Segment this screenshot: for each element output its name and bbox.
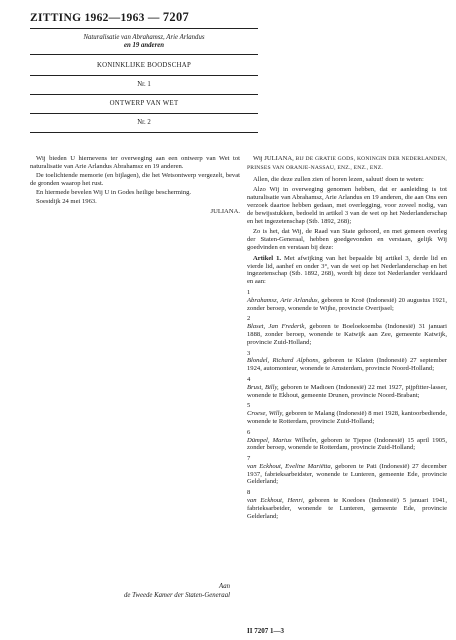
addressee-line-1: Aan (219, 583, 230, 590)
divider (30, 132, 258, 133)
document-title (30, 10, 189, 25)
intro-name: Wij JULIANA, (253, 155, 294, 162)
person-number: 4 (247, 375, 251, 383)
message-paragraph: De toelichtende memorie (en bijlagen), die het Wetsontwerp vergezelt, bevat de gronden waarop het rust. (30, 172, 240, 187)
section-number-2: Nr. 2 (137, 119, 151, 126)
person-number: 3 (247, 349, 251, 357)
person-text (247, 297, 447, 313)
royal-message-column (30, 155, 240, 218)
divider (30, 113, 258, 114)
person-list (247, 289, 447, 521)
person-name: Blaset, Jan Frederik, (247, 323, 306, 331)
person-text (247, 410, 447, 426)
person-name: Blondel, Richard Alphons, (247, 357, 320, 365)
section-ontwerp-van-wet: ONTWERP VAN WET (109, 100, 179, 107)
person-details: geboren te Boeloekoemba (Indonesië) 31 januari 1888, zonder beroep, wonende te Katwijk aan Zee, gemeente Katwijk, provincie Zuid-Holland; (247, 323, 447, 346)
person-number: 1 (247, 288, 251, 296)
section-number-1: Nr. 1 (137, 81, 151, 88)
session-label: ZITTING 1962—1963 (30, 12, 145, 24)
person-name: van Eckhout, Eveline Mariëtta, (247, 462, 333, 470)
person-name: Dümpel, Marius Wilhelm, (247, 436, 318, 444)
person-details: geboren te Pati (Indonesië) 27 december 1937, fabrieksarbeidster, wonende te Lunteren, gemeente Ede, provincie Gelderland; (247, 462, 447, 486)
person-details: geboren te Tjepoe (Indonesië) 15 april 1905, zonder beroep, wonende te Rotterdam, provincie Zuid-Holland; (247, 436, 447, 452)
person-number: 2 (247, 315, 251, 323)
person-number: 7 (247, 455, 251, 463)
document-subtitle (30, 34, 258, 50)
document-number: 7207 (162, 10, 190, 24)
royal-intro (247, 155, 447, 173)
section-koninklijke-boodschap: KONINKLIJKE BOODSCHAP (96, 62, 192, 69)
person-number: 6 (247, 428, 251, 436)
addressee-line-2: de Tweede Kamer der Staten-Generaal (124, 591, 230, 599)
person-entry (247, 489, 447, 520)
subtitle-line-1: Naturalisatie van Abrahamsz, Arie Arlandus (83, 34, 205, 41)
person-name: van Eckhout, Henri, (247, 497, 305, 505)
person-name: Croese, Willy, (247, 410, 284, 418)
page-footer: II 7207 1—3 (247, 627, 284, 635)
person-text (247, 497, 447, 520)
article-label: Artikel 1. (253, 254, 282, 262)
person-name: Brust, Billy, (247, 383, 279, 391)
divider (30, 75, 258, 76)
title-dash: — (147, 12, 160, 24)
person-entry (247, 289, 447, 312)
message-paragraph: En hiermede bevelen Wij U in Godes heilige bescherming. (36, 189, 192, 197)
message-date: Soestdijk 24 mei 1963. (36, 198, 97, 206)
divider (30, 28, 258, 29)
addressee-block (30, 583, 230, 600)
signature: JULIANA. (210, 208, 240, 216)
subtitle-line-2: en 19 anderen (123, 42, 165, 49)
person-text (247, 463, 447, 486)
person-entry (247, 376, 447, 399)
person-name: Abrahamsz, Arie Arlandus, (247, 296, 320, 304)
person-details: geboren te Madioen (Indonesië) 22 mei 1927, pijpfitter-lasser, wonende te Ekhout, gemeente Drunen, provincie Noord-Brabant; (247, 383, 448, 399)
person-number: 8 (247, 489, 251, 497)
person-details: geboren te Malang (Indonesië) 8 mei 1928, kantoorbediende, wonende te Rotterdam, provincie Zuid-Holland; (247, 410, 447, 425)
person-text (247, 357, 447, 373)
article-text: Met afwijking van het bepaalde bij artikel 3, derde lid en vierde lid, aanhef en onder 3°, van de wet op het Nederlanderschap en het ingezetenschap (Stb. 1892, 268), wordt bij deze tot Nederlander verklaard en aan: (247, 254, 447, 286)
person-number: 5 (247, 402, 251, 410)
article-1 (247, 255, 447, 286)
person-entry (247, 455, 447, 486)
message-paragraph: Wij bieden U hiernevens ter overweging aan een ontwerp van Wet tot naturalisatie van Arie Arlandus Abrahamsz en 19 anderen. (30, 155, 240, 170)
person-entry (247, 350, 447, 373)
divider (30, 54, 258, 55)
draft-law-column (247, 155, 447, 523)
person-details: geboren te Kroë (Indonesië) 20 augustus 1921, zonder beroep, wonende te Wijhe, provincie Overijssel; (247, 296, 448, 312)
person-text (247, 323, 447, 346)
person-entry (247, 402, 447, 425)
person-entry (247, 315, 447, 346)
person-text (247, 384, 447, 400)
person-text (247, 437, 447, 453)
resolution-clause: Zo is het, dat Wij, de Raad van State gehoord, en met gemeen overleg der Staten-Generaal, hebben goedgevonden en verstaan, gelijk Wij goedvinden en verstaan bij deze: (247, 228, 447, 251)
person-details: geboren te Koedoes (Indonesië) 5 januari 1941, fabrieksarbeider, wonende te Lunteren, gemeente Ede, provincie Gelderland; (247, 497, 447, 520)
considering-clause: Alzo Wij in overweging genomen hebben, dat er aanleiding is tot naturalisatie van Abrahamsz, Arie Arlandus en 19 anderen, die aan Ons een verzoek daartoe hebben gedaan, met overlegging, voor zoveel nodig, van de bewijsstukken, bedoeld in artikel 3 van de wet op het Nederlanderschap en het ingezetenschap (Stb. 1892, 268); (247, 186, 447, 225)
person-details: geboren te Klaten (Indonesië) 27 september 1924, automonteur, wonende te Amsterdam, provincie Noord-Holland; (247, 357, 447, 373)
intro-titles: BIJ DE GRATIE GODS, KONINGIN DER NEDERLANDEN, PRINSES VAN ORANJE-NASSAU, ENZ., ENZ., ENZ. (247, 156, 447, 171)
divider (30, 94, 258, 95)
person-entry (247, 429, 447, 452)
greeting: Allen, die deze zullen zien of horen lezen, saluut! doen te weten: (253, 175, 424, 183)
